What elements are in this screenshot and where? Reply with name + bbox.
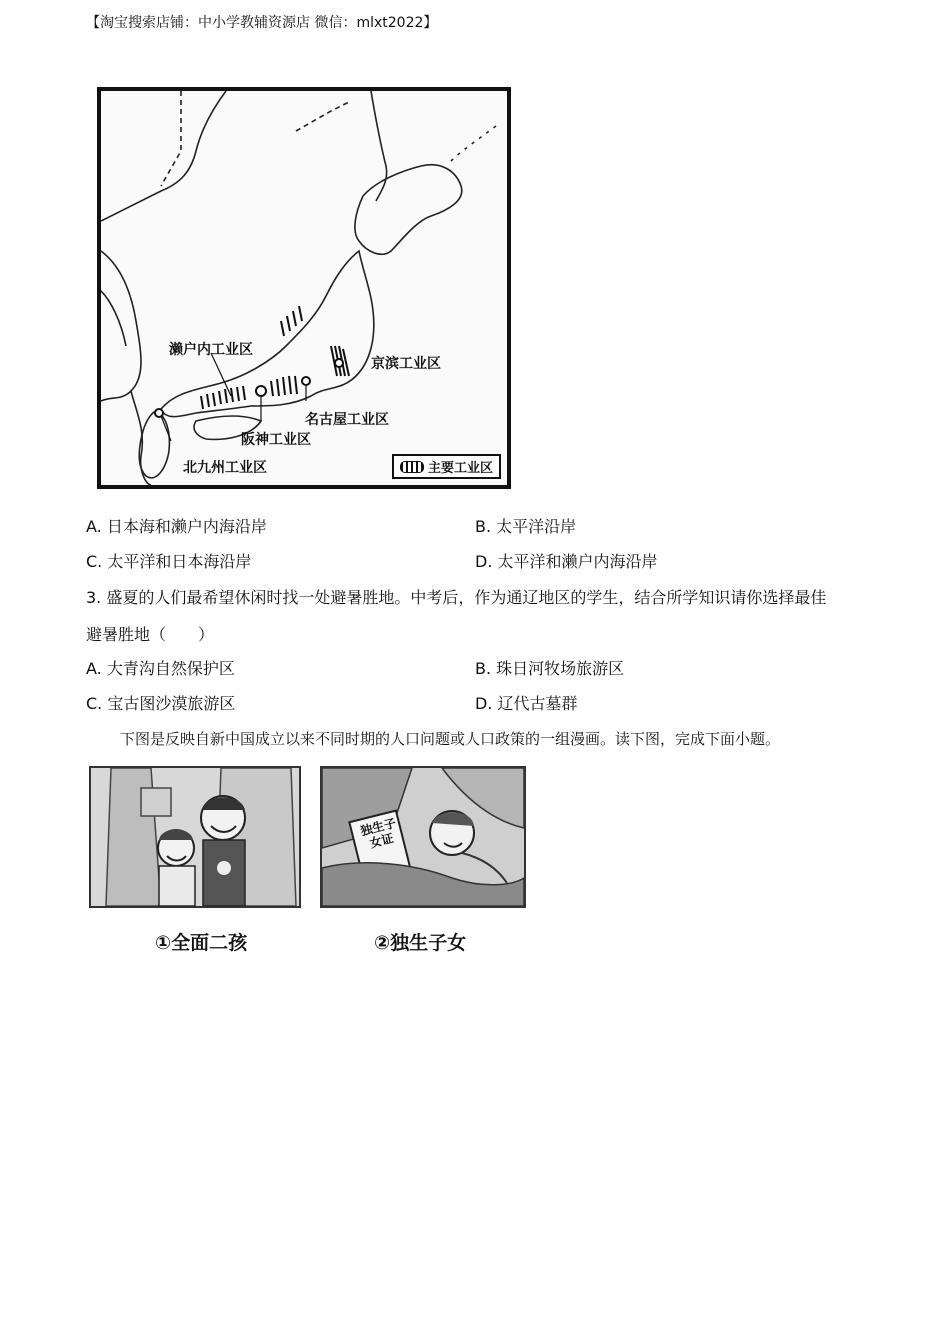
q2-option-b[interactable] xyxy=(475,514,576,537)
cartoon-family-illustration xyxy=(91,768,299,906)
map-label-kitakyushu: 北九州工业区 xyxy=(183,460,267,476)
map-legend xyxy=(392,454,501,479)
q3-option-a[interactable] xyxy=(86,656,235,679)
cartoon-book-label: 独生子女证 xyxy=(359,816,398,851)
cartoon-two-child xyxy=(89,766,301,908)
option-text: 太平洋和日本海沿岸 xyxy=(107,552,252,571)
q3-option-c[interactable] xyxy=(86,691,235,714)
option-text: 珠日河牧场旅游区 xyxy=(496,659,625,678)
q3-number: 3. xyxy=(86,588,102,607)
q3-stem-line1 xyxy=(86,585,826,608)
q3-option-d[interactable] xyxy=(475,691,578,714)
caption-two-child: ①全面二孩 xyxy=(155,932,248,954)
option-letter: D. xyxy=(475,694,493,713)
map-label-setouchi: 濑户内工业区 xyxy=(169,342,253,358)
option-text: 太平洋沿岸 xyxy=(496,517,577,536)
legend-stripe-icon xyxy=(400,461,424,473)
japan-industrial-map xyxy=(97,87,511,489)
option-text: 太平洋和濑户内海沿岸 xyxy=(497,552,658,571)
option-letter: D. xyxy=(475,552,493,571)
option-letter: B. xyxy=(475,659,492,678)
map-outline xyxy=(101,91,507,485)
q2-option-d[interactable] xyxy=(475,549,658,572)
option-letter: C. xyxy=(86,552,103,571)
q2-option-a[interactable] xyxy=(86,514,267,537)
page-header: 【淘宝搜索店铺：中小学教辅资源店 微信：mlxt2022】 xyxy=(86,15,438,31)
option-text: 宝古图沙漠旅游区 xyxy=(107,694,236,713)
map-label-hanshin: 阪神工业区 xyxy=(241,432,311,448)
option-text: 日本海和濑户内海沿岸 xyxy=(106,517,267,536)
cartoon-intro: 下图是反映自新中国成立以来不同时期的人口问题或人口政策的一组漫画。读下图，完成下面小题。 xyxy=(120,730,781,748)
q3-stem-text: 盛夏的人们最希望休闲时找一处避暑胜地。中考后，作为通辽地区的学生，结合所学知识请你选择最佳 xyxy=(106,588,827,607)
q2-option-c[interactable] xyxy=(86,549,251,572)
option-text: 大青沟自然保护区 xyxy=(106,659,235,678)
caption-one-child: ②独生子女 xyxy=(374,932,467,954)
option-letter: B. xyxy=(475,517,492,536)
map-label-keihin: 京滨工业区 xyxy=(371,356,441,372)
cartoon-mother-child-illustration xyxy=(322,768,524,906)
legend-label: 主要工业区 xyxy=(427,461,493,476)
option-letter: C. xyxy=(86,694,103,713)
cartoon-one-child xyxy=(320,766,526,908)
option-letter: A. xyxy=(86,659,102,678)
option-letter: A. xyxy=(86,517,102,536)
map-label-nagoya: 名古屋工业区 xyxy=(305,412,389,428)
option-text: 辽代古墓群 xyxy=(497,694,578,713)
q3-option-b[interactable] xyxy=(475,656,624,679)
q3-stem-line2: 避暑胜地（ ） xyxy=(86,625,215,644)
